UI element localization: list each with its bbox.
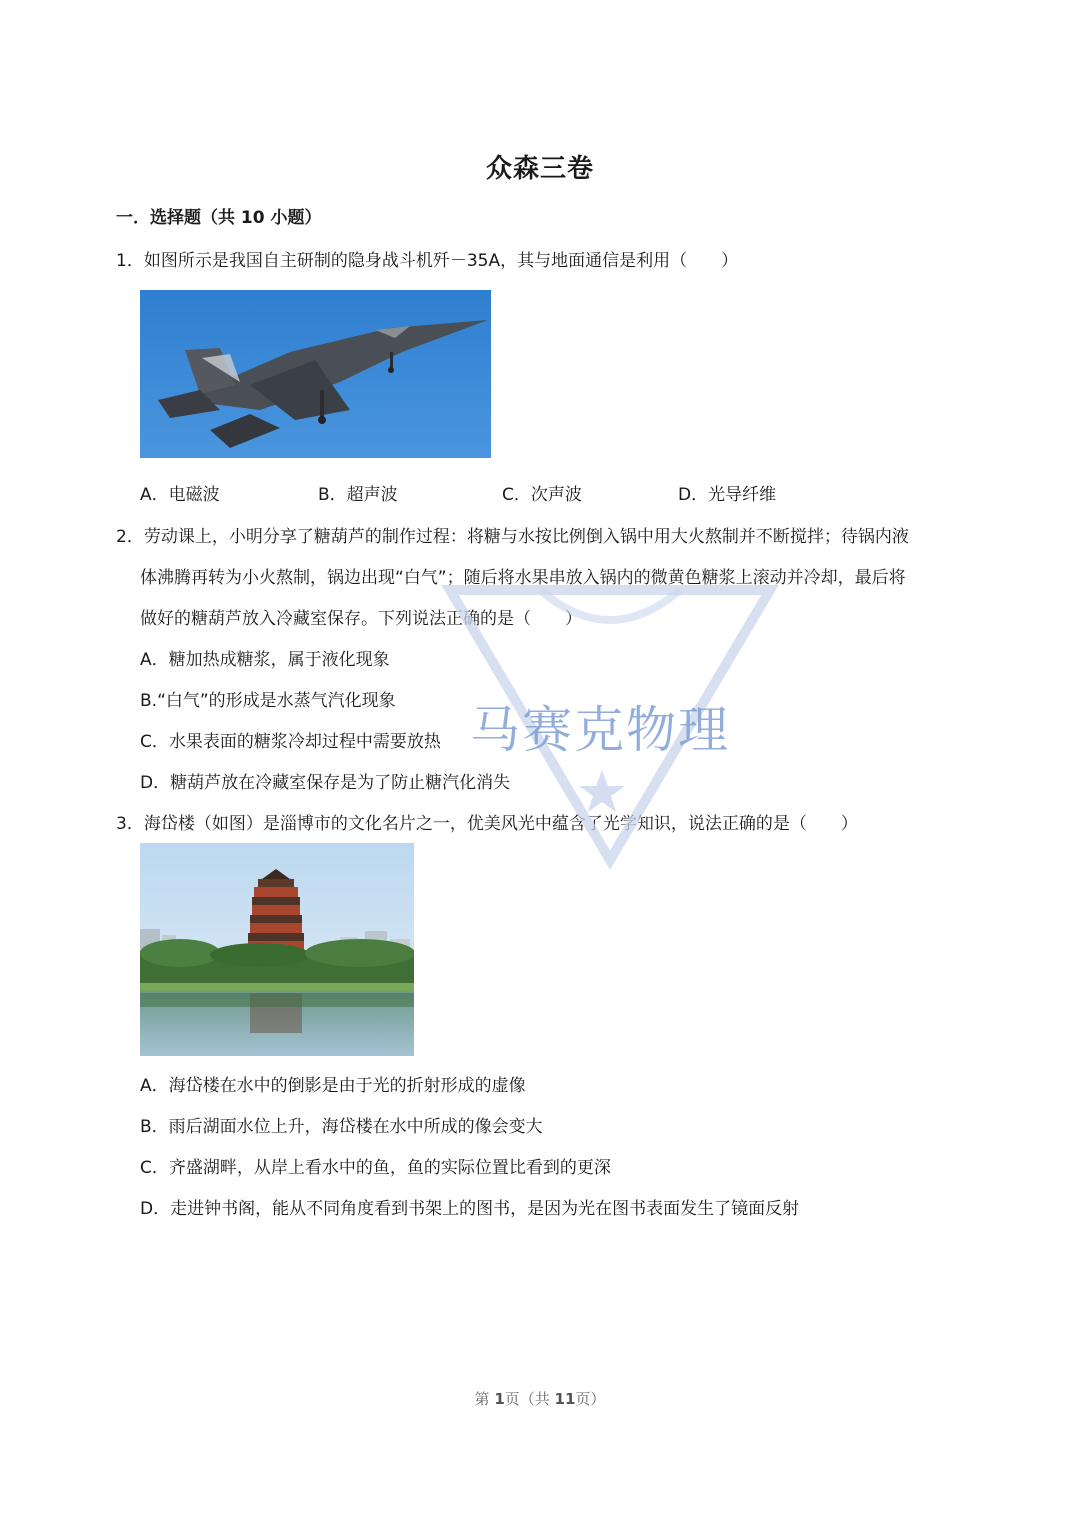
footer-total-pages: 11 xyxy=(554,1390,576,1408)
q1-option-b: B．超声波 xyxy=(318,485,398,505)
page-title: 众森三卷 xyxy=(485,154,594,184)
q1-option-d: D．光导纤维 xyxy=(678,485,777,505)
page-footer xyxy=(0,1388,1080,1409)
q3-option-b: B．雨后湖面水位上升，海岱楼在水中所成的像会变大 xyxy=(140,1117,543,1137)
q2-option-d: D．糖葫芦放在冷藏室保存是为了防止糖汽化消失 xyxy=(140,773,511,793)
question-3-stem: 3．海岱楼（如图）是淄博市的文化名片之一，优美风光中蕴含了光学知识，说法正确的是（ ） xyxy=(116,814,858,834)
q2-option-b: B.“白气”的形成是水蒸气汽化现象 xyxy=(140,691,396,711)
q3-option-a: A．海岱楼在水中的倒影是由于光的折射形成的虚像 xyxy=(140,1076,526,1096)
section-heading: 一．选择题（共 10 小题） xyxy=(116,208,322,228)
q2-option-a: A．糖加热成糖浆，属于液化现象 xyxy=(140,650,390,670)
footer-suffix: 页） xyxy=(575,1390,606,1408)
watermark-text: 马赛克物理 xyxy=(470,701,730,759)
q1-option-a: A．电磁波 xyxy=(140,485,220,505)
q3-option-c: C．齐盛湖畔，从岸上看水中的鱼，鱼的实际位置比看到的更深 xyxy=(140,1158,611,1178)
question-2-stem-line-2: 体沸腾再转为小火熬制，锅边出现“白气”；随后将水果串放入锅内的微黄色糖浆上滚动并冷却，最后将 xyxy=(140,568,906,588)
pagoda-lake-photo-icon xyxy=(140,843,414,1056)
footer-prefix: 第 xyxy=(474,1390,495,1408)
question-1-stem: 1．如图所示是我国自主研制的隐身战斗机歼－35A，其与地面通信是利用（ ） xyxy=(116,251,739,271)
q2-option-c: C．水果表面的糖浆冷却过程中需要放热 xyxy=(140,732,441,752)
question-2-stem-line-1: 2．劳动课上，小明分享了糖葫芦的制作过程：将糖与水按比例倒入锅中用大火熬制并不断搅拌；待锅内液 xyxy=(116,527,909,547)
q3-option-d: D．走进钟书阁，能从不同角度看到书架上的图书，是因为光在图书表面发生了镜面反射 xyxy=(140,1199,800,1219)
footer-page-number: 1 xyxy=(494,1390,505,1408)
footer-middle: 页（共 xyxy=(504,1390,555,1408)
q1-option-c: C．次声波 xyxy=(502,485,582,505)
question-2-stem-line-3: 做好的糖葫芦放入冷藏室保存。下列说法正确的是（ ） xyxy=(140,609,582,629)
fighter-jet-photo-icon xyxy=(140,290,491,458)
question-1-options xyxy=(140,480,940,504)
